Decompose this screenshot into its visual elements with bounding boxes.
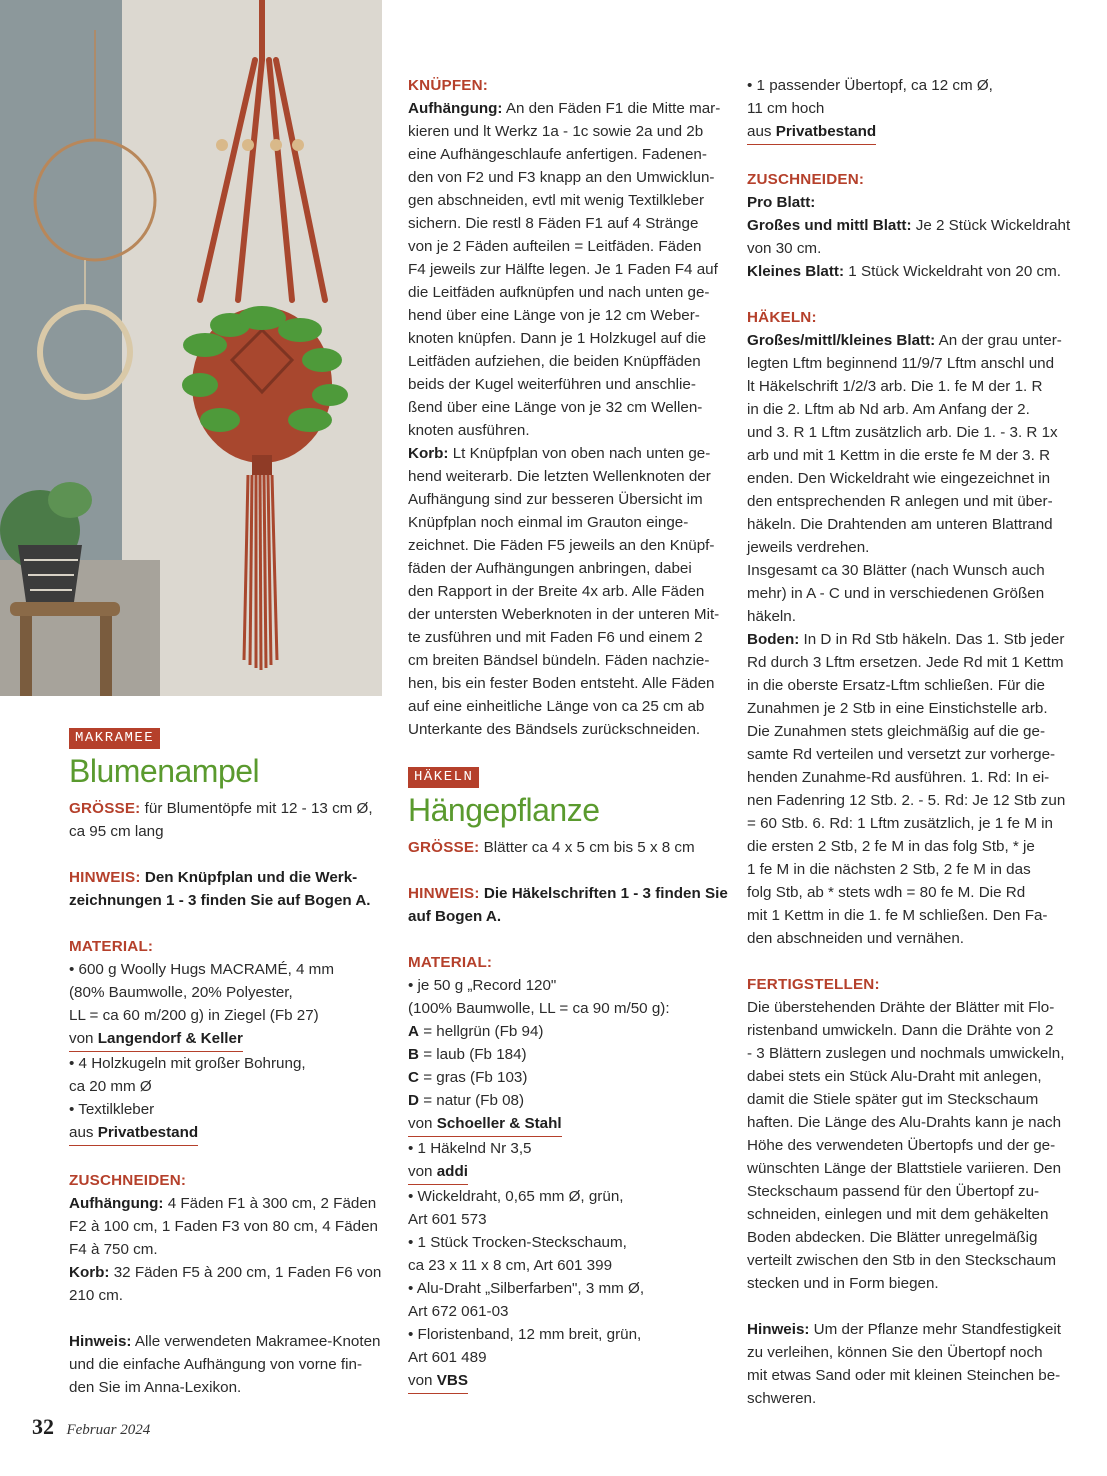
text-line: samte Rd verteilen und versetzt zur vorherge- <box>747 746 1056 763</box>
text-line: Boden abdecken. Die Blätter unregelmäßig <box>747 1229 1038 1246</box>
text-line: ßend über eine Länge von je 32 cm Wellen- <box>408 399 703 416</box>
section-heading: ZUSCHNEIDEN: <box>69 1172 187 1189</box>
text-line: Korb: Lt Knüpfplan von oben nach unten ge- <box>408 445 711 462</box>
text-line: Art 601 489 <box>408 1349 487 1366</box>
text-line: • 4 Holzkugeln mit großer Bohrung, <box>69 1055 306 1072</box>
text-line: zu verleihen, können Sie den Übertopf noch <box>747 1344 1043 1361</box>
text-line: knoten knüpfen. Dann je 1 Holzkugel auf die <box>408 330 707 347</box>
text-line: Pro Blatt: <box>747 194 816 211</box>
supplier: von addi <box>408 1160 728 1185</box>
text-line: Steckschaum passend für den Übertopf zu- <box>747 1183 1040 1200</box>
text-line: jeweils verdrehen. <box>747 539 870 556</box>
text-line: zeichnungen 1 - 3 finden Sie auf Bogen A. <box>69 892 371 909</box>
text-line: mehr) in A - C und in verschiedenen Größen <box>747 585 1045 602</box>
page-number: 32 <box>32 1414 54 1439</box>
text-line: den Rapport in der Breite 4x arb. Alle Fäden <box>408 583 705 600</box>
text-line: Aufhängung: 4 Fäden F1 à 300 cm, 2 Fäden <box>69 1195 377 1212</box>
text-line: hend weiterarb. Die letzten Wellenknoten der <box>408 468 711 485</box>
text-line: Zunahmen je 2 Stb in eine Einstichstelle arb. <box>747 700 1048 717</box>
text-line: in die 2. Lftm ab Nd arb. Am Anfang der 2. <box>747 401 1030 418</box>
text-line: Insgesamt ca 30 Blätter (nach Wunsch auch <box>747 562 1045 579</box>
text-line: von je 2 Fäden aufteilen = Leitfäden. Fäden <box>408 238 702 255</box>
text-line: Art 601 573 <box>408 1211 487 1228</box>
hint-info: HINWEIS: Den Knüpfplan und die Werk- <box>69 869 358 886</box>
text-line: B = laub (Fb 184) <box>408 1046 527 1063</box>
text-line: ristenband umwickeln. Dann die Drähte von 2 <box>747 1022 1054 1039</box>
text-line: und 3. R 1 Lftm zusätzlich arb. Die 1. - 3. R 1x <box>747 424 1058 441</box>
text-line: nen Fadenring 12 Stb. 2. - 5. Rd: Je 12 Stb zun <box>747 792 1066 809</box>
text-line: zeichnet. Die Fäden F5 jeweils an den Knüpf- <box>408 537 715 554</box>
text-line: Korb: 32 Fäden F5 à 200 cm, 1 Faden F6 von <box>69 1264 382 1281</box>
text-line: auf Bogen A. <box>408 908 502 925</box>
text-line: • 1 Häkelnd Nr 3,5 <box>408 1140 532 1157</box>
text-line: F4 jeweils zur Hälfte legen. Je 1 Faden F4 auf <box>408 261 718 278</box>
text-line: Hinweis: Um der Pflanze mehr Standfestigkeit <box>747 1321 1062 1338</box>
text-line: • 600 g Woolly Hugs MACRAMÉ, 4 mm <box>69 961 334 978</box>
text-line: die Leitfäden aufknüpfen und nach unten ge- <box>408 284 710 301</box>
text-line: knoten ausführen. <box>408 422 530 439</box>
text-line: 11 cm hoch <box>747 100 825 117</box>
text-line: die ersten 2 Stb, 2 fe M in das folg Stb, * je <box>747 838 1035 855</box>
text-line: den von F2 und F3 knapp an den Umwicklun- <box>408 169 715 186</box>
page-footer <box>32 1414 150 1440</box>
column-1 <box>69 725 389 1399</box>
text-line: • Wickeldraht, 0,65 mm Ø, grün, <box>408 1188 624 1205</box>
text-line: mit 1 Kettm in die 1. fe M schließen. Den Fa- <box>747 907 1048 924</box>
category-tag: HÄKELN <box>408 767 479 788</box>
text-line: schweren. <box>747 1390 817 1407</box>
text-line: häkeln. <box>747 608 796 625</box>
section-heading: ZUSCHNEIDEN: <box>747 171 865 188</box>
text-line: auf eine einheitliche Länge von ca 25 cm ab <box>408 698 705 715</box>
text-line: beids der Kugel weiterführen und anschlie- <box>408 376 696 393</box>
text-line: Rd durch 3 Lftm ersetzen. Jede Rd mit 1 Kettm <box>747 654 1064 671</box>
text-line: wünschten Länge der Blattstiele variieren. Den <box>747 1160 1062 1177</box>
text-line: • 1 passender Übertopf, ca 12 cm Ø, <box>747 77 993 94</box>
text-line: Aufhängung sind zur besseren Übersicht im <box>408 491 703 508</box>
text-line: enden. Den Wickeldraht wie eingezeichnet in <box>747 470 1051 487</box>
text-line: mit etwas Sand oder mit kleinen Steinchen be- <box>747 1367 1061 1384</box>
text-line: hend über eine Länge von je 12 cm Weber- <box>408 307 700 324</box>
text-line: Kleines Blatt: 1 Stück Wickeldraht von 20 cm. <box>747 263 1061 280</box>
text-line: hen, bis ein fester Boden entsteht. Alle Fäden <box>408 675 715 692</box>
text-line: • Floristenband, 12 mm breit, grün, <box>408 1326 642 1343</box>
text-line: te zusführen und mit Faden F6 und einem 2 <box>408 629 703 646</box>
text-line: gen abschneiden, evtl mit wenig Textilkleber <box>408 192 705 209</box>
text-line: Art 672 061-03 <box>408 1303 509 1320</box>
text-line: in die oberste Ersatz-Lftm schließen. Für die <box>747 677 1045 694</box>
text-line: LL = ca 60 m/200 g) in Ziegel (Fb 27) <box>69 1007 319 1024</box>
text-line: Hinweis: Alle verwendeten Makramee-Knoten <box>69 1333 381 1350</box>
section-heading: FERTIGSTELLEN: <box>747 976 880 993</box>
supplier: aus Privatbestand <box>747 120 1077 145</box>
text-line: den abschneiden und vernähen. <box>747 930 965 947</box>
product-photo <box>0 0 382 696</box>
text-line: = 60 Stb. 6. Rd: 1 Lftm zusätzlich, je 1 fe M in <box>747 815 1054 832</box>
text-line: Aufhängung: An den Fäden F1 die Mitte mar- <box>408 100 721 117</box>
text-line: legten Lftm beginnend 11/9/7 Lftm anschl und <box>747 355 1055 372</box>
supplier: von Langendorf & Keller <box>69 1027 389 1052</box>
text-line: F2 à 100 cm, 1 Faden F3 von 80 cm, 4 Fäden <box>69 1218 378 1235</box>
supplier: von Schoeller & Stahl <box>408 1112 728 1137</box>
text-line: (80% Baumwolle, 20% Polyester, <box>69 984 293 1001</box>
column-2 <box>408 74 728 1394</box>
column-3 <box>747 74 1077 1410</box>
text-line: ca 95 cm lang <box>69 823 164 840</box>
text-line: stecken und in Form biegen. <box>747 1275 939 1292</box>
hint-info: HINWEIS: Die Häkelschriften 1 - 3 finden Sie <box>408 885 728 902</box>
text-line: fäden der Aufhängungen anbringen, dabei <box>408 560 692 577</box>
size-info: GRÖSSE: Blätter ca 4 x 5 cm bis 5 x 8 cm <box>408 839 695 856</box>
text-line: Höhe des verwendeten Übertopfs und der ge- <box>747 1137 1056 1154</box>
text-line: 1 fe M in die nächsten 2 Stb, 2 fe M in das <box>747 861 1031 878</box>
text-line: verteilt zwischen den Stb in den Steckschaum <box>747 1252 1056 1269</box>
text-line: Großes/mittl/kleines Blatt: An der grau unter- <box>747 332 1062 349</box>
article-title: Hängepflanze <box>408 792 600 828</box>
text-line: damit die Stiele später gut im Steckschaum <box>747 1091 1039 1108</box>
text-line: A = hellgrün (Fb 94) <box>408 1023 544 1040</box>
text-line: ca 20 mm Ø <box>69 1078 152 1095</box>
text-line: sichern. Die restl 8 Fäden F1 auf 4 Stränge <box>408 215 699 232</box>
text-line: • je 50 g „Record 120" <box>408 977 557 994</box>
text-line: D = natur (Fb 08) <box>408 1092 525 1109</box>
text-line: den Sie im Anna-Lexikon. <box>69 1379 242 1396</box>
text-line: C = gras (Fb 103) <box>408 1069 528 1086</box>
text-line: F4 à 750 cm. <box>69 1241 158 1258</box>
text-line: henden Zunahme-Rd ausführen. 1. Rd: In ei- <box>747 769 1050 786</box>
supplier: aus Privatbestand <box>69 1121 389 1146</box>
text-line: schneiden, einlegen und mit dem gehäkelten <box>747 1206 1049 1223</box>
text-line: haften. Die Länge des Alu-Drahts kann je nach <box>747 1114 1062 1131</box>
text-line: folg Stb, ab * stets wdh = 80 fe M. Die Rd <box>747 884 1026 901</box>
text-line: • Textilkleber <box>69 1101 155 1118</box>
text-line: (100% Baumwolle, LL = ca 90 m/50 g): <box>408 1000 670 1017</box>
text-line: eine Aufhängeschlaufe anfertigen. Fadenen- <box>408 146 707 163</box>
section-heading: KNÜPFEN: <box>408 77 489 94</box>
text-line: von 30 cm. <box>747 240 822 257</box>
text-line: Leitfäden aufziehen, die beiden Knüpffäden <box>408 353 701 370</box>
article-title: Blumenampel <box>69 753 260 789</box>
text-line: ca 23 x 11 x 8 cm, Art 601 399 <box>408 1257 613 1274</box>
text-line: 210 cm. <box>69 1287 124 1304</box>
text-line: Die überstehenden Drähte der Blätter mit Flo- <box>747 999 1055 1016</box>
text-line: häkeln. Die Drahtenden am unteren Blattrand <box>747 516 1053 533</box>
text-line: Die Zunahmen stets gleichmäßig auf die ge- <box>747 723 1045 740</box>
text-line: Knüpfplan noch einmal im Grauton einge- <box>408 514 689 531</box>
text-line: kieren und lt Werkz 1a - 1c sowie 2a und 2b <box>408 123 704 140</box>
text-line: und die einfache Aufhängung von vorne fin- <box>69 1356 363 1373</box>
section-heading: MATERIAL: <box>69 938 154 955</box>
text-line: Boden: In D in Rd Stb häkeln. Das 1. Stb jeder <box>747 631 1065 648</box>
section-heading: HÄKELN: <box>747 309 817 326</box>
category-tag: MAKRAMEE <box>69 728 160 749</box>
text-line: Großes und mittl Blatt: Je 2 Stück Wickeldraht <box>747 217 1071 234</box>
macrame-hanger-illustration <box>0 0 382 696</box>
issue-date: Februar 2024 <box>66 1422 151 1438</box>
text-line: dabei stets ein Stück Alu-Draht mit anlegen, <box>747 1068 1042 1085</box>
text-line: cm breiten Bändsel bündeln. Fäden nachzie- <box>408 652 710 669</box>
text-line: den entsprechenden R anlegen und mit über- <box>747 493 1053 510</box>
text-line: • Alu-Draht „Silberfarben", 3 mm Ø, <box>408 1280 645 1297</box>
text-line: arb und mit 1 Kettm in die erste fe M der 3. R <box>747 447 1051 464</box>
text-line: lt Häkelschrift 1/2/3 arb. Die 1. fe M der 1. R <box>747 378 1043 395</box>
text-line: • 1 Stück Trocken-Steckschaum, <box>408 1234 627 1251</box>
text-line: Unterkante des Bändsels zurückschneiden. <box>408 721 701 738</box>
size-info: GRÖSSE: für Blumentöpfe mit 12 - 13 cm Ø, <box>69 800 373 817</box>
text-line: der untersten Weberknoten in der unteren Mit- <box>408 606 720 623</box>
supplier: von VBS <box>408 1369 728 1394</box>
text-line: - 3 Blättern zuslegen und nochmals umwickeln, <box>747 1045 1065 1062</box>
section-heading: MATERIAL: <box>408 954 493 971</box>
